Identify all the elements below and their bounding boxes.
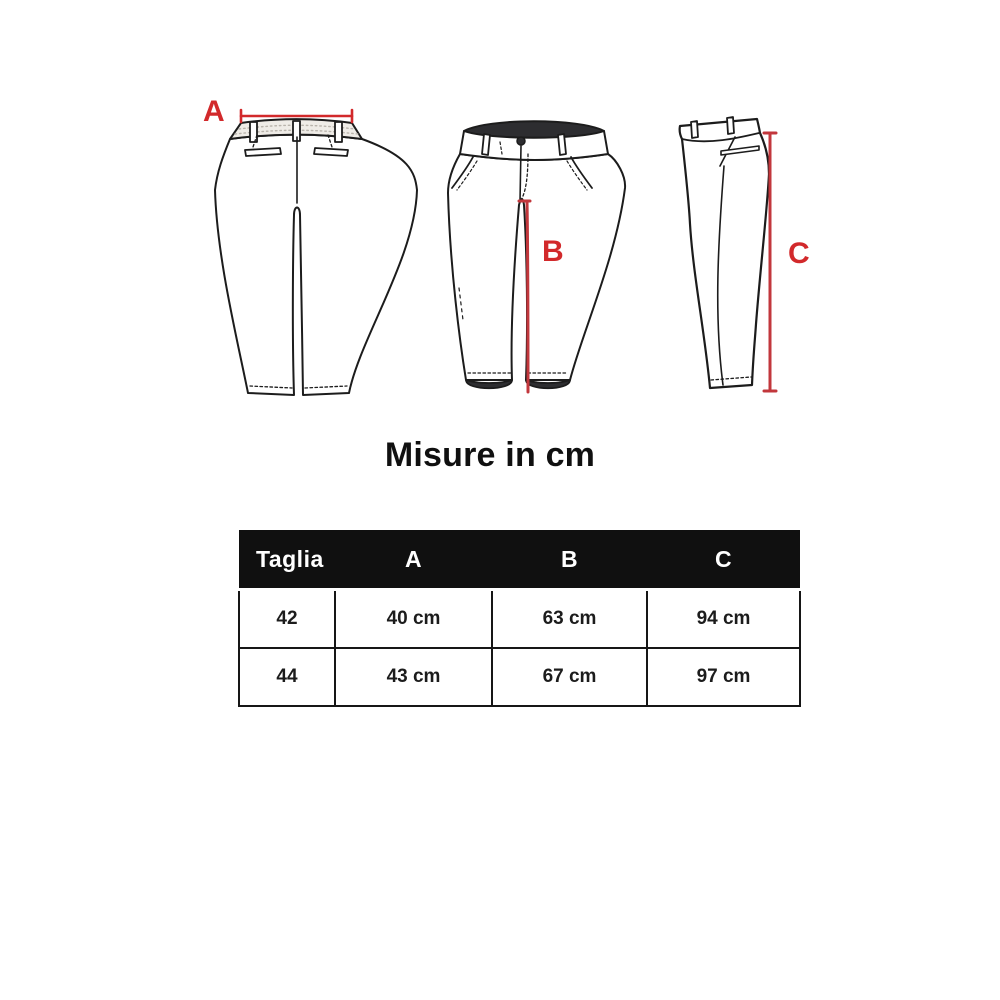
measure-label-a: A [203, 95, 225, 128]
header-taglia: Taglia [239, 530, 335, 590]
cell-c: 94 cm [647, 590, 800, 649]
cell-size: 44 [239, 648, 335, 706]
measure-label-b: B [542, 235, 564, 268]
cell-b: 67 cm [492, 648, 647, 706]
header-b: B [492, 530, 647, 590]
pants-side-view-icon [663, 104, 798, 404]
cell-a: 43 cm [335, 648, 492, 706]
pants-front-view-icon [440, 108, 640, 404]
page-title: Misure in cm [384, 436, 596, 474]
header-c: C [647, 530, 800, 590]
size-row-42 [239, 590, 800, 649]
header-a: A [335, 530, 492, 590]
size-row-44 [239, 648, 800, 706]
size-table-header-row [239, 530, 800, 590]
cell-b: 63 cm [492, 590, 647, 649]
pants-back-view-icon [197, 95, 425, 410]
cell-size: 42 [239, 590, 335, 649]
cell-a: 40 cm [335, 590, 492, 649]
measure-label-c: C [788, 237, 810, 270]
cell-c: 97 cm [647, 648, 800, 706]
size-table [238, 530, 801, 707]
